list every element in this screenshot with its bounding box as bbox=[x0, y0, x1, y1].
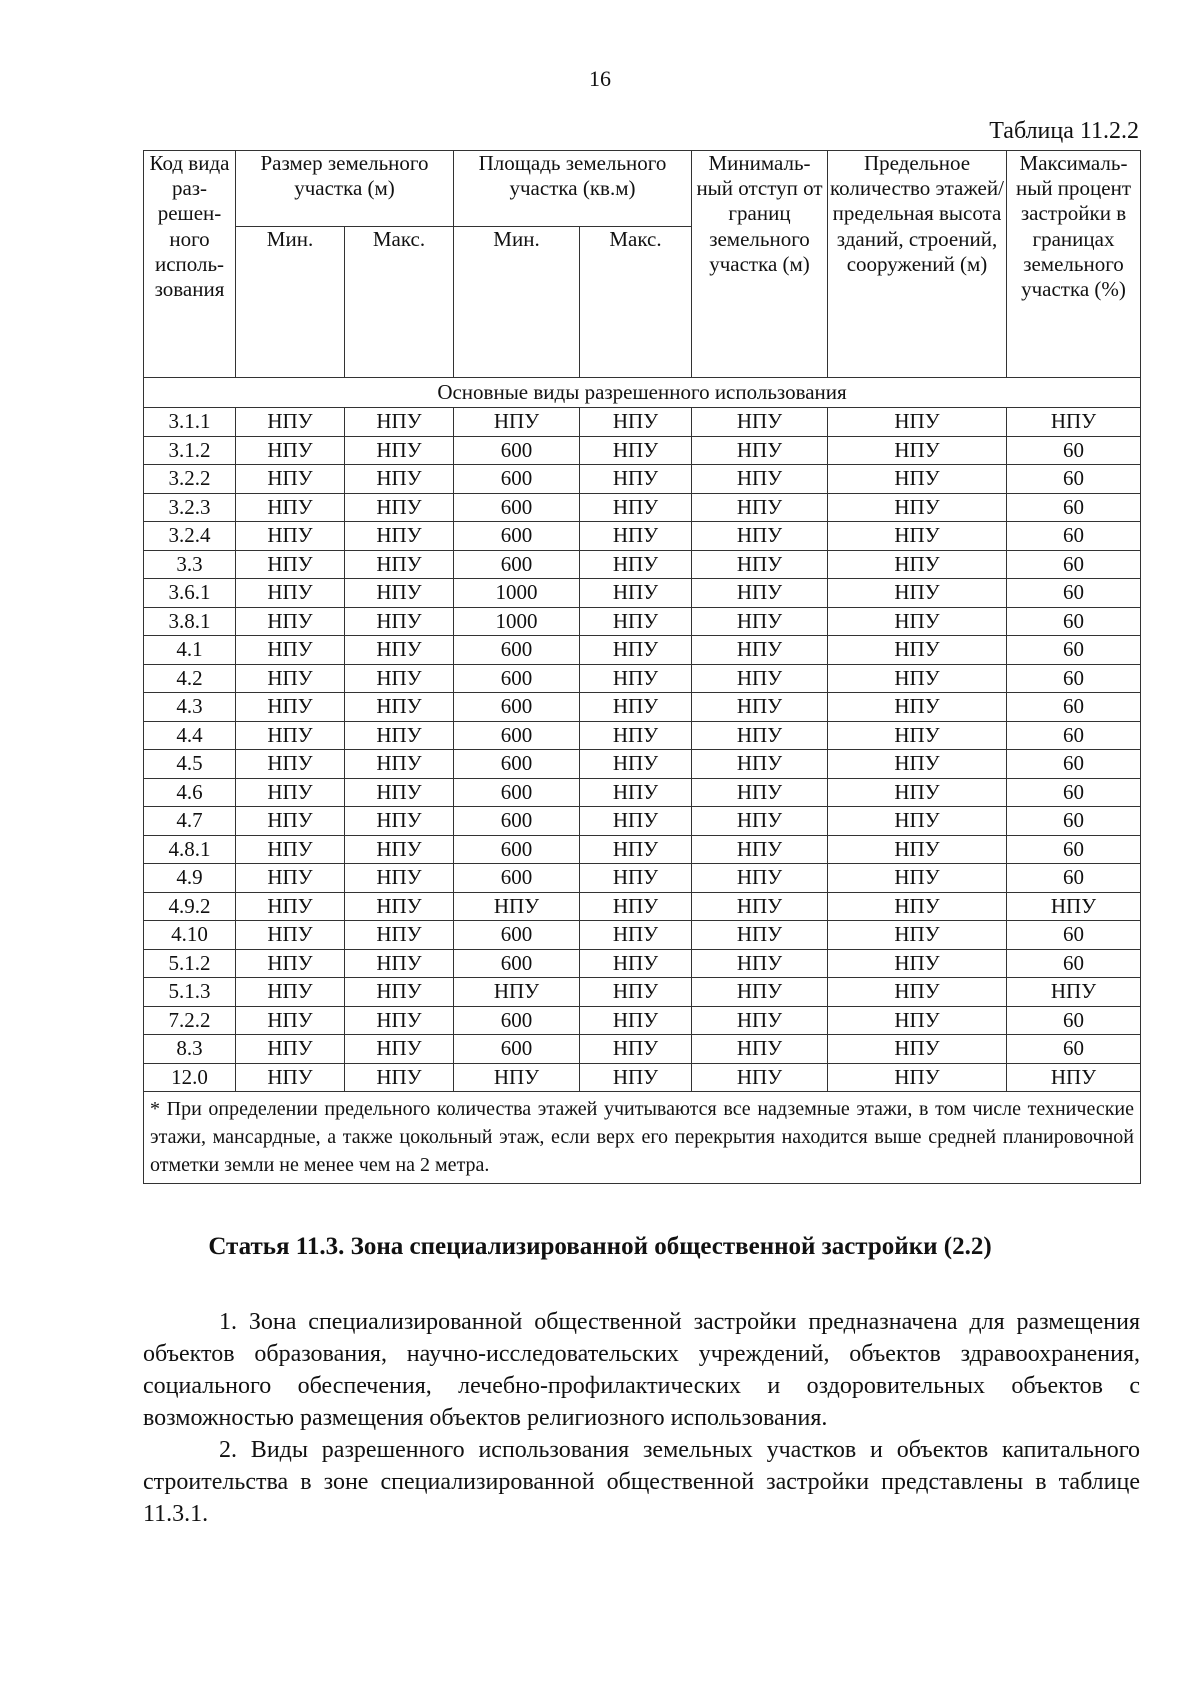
table-cell: НПУ bbox=[345, 636, 454, 665]
table-row bbox=[144, 721, 1141, 750]
table-cell: НПУ bbox=[692, 550, 828, 579]
table-row bbox=[144, 607, 1141, 636]
table-cell: 600 bbox=[454, 493, 580, 522]
table-cell: НПУ bbox=[236, 864, 345, 893]
table-row bbox=[144, 750, 1141, 779]
table-cell: 60 bbox=[1007, 921, 1141, 950]
table-cell: НПУ bbox=[580, 664, 692, 693]
table-cell: 60 bbox=[1007, 807, 1141, 836]
table-cell: НПУ bbox=[692, 436, 828, 465]
table-row bbox=[144, 1006, 1141, 1035]
table-cell: НПУ bbox=[236, 778, 345, 807]
row-code-cell: 4.6 bbox=[144, 778, 236, 807]
table-row bbox=[144, 636, 1141, 665]
table-cell: 60 bbox=[1007, 693, 1141, 722]
row-code-cell: 3.8.1 bbox=[144, 607, 236, 636]
table-cell: НПУ bbox=[580, 807, 692, 836]
table-cell: НПУ bbox=[580, 864, 692, 893]
table-row bbox=[144, 436, 1141, 465]
table-cell: НПУ bbox=[236, 636, 345, 665]
table-cell: НПУ bbox=[345, 778, 454, 807]
table-cell: НПУ bbox=[828, 892, 1007, 921]
table-cell: НПУ bbox=[828, 607, 1007, 636]
table-cell: НПУ bbox=[454, 1063, 580, 1092]
table-cell: 1000 bbox=[454, 607, 580, 636]
table-cell: НПУ bbox=[580, 892, 692, 921]
table-cell: 60 bbox=[1007, 750, 1141, 779]
table-cell: 60 bbox=[1007, 522, 1141, 551]
regulations-table bbox=[143, 150, 1141, 1184]
table-cell: НПУ bbox=[692, 721, 828, 750]
table-cell: 600 bbox=[454, 778, 580, 807]
table-cell: НПУ bbox=[345, 807, 454, 836]
table-cell: 60 bbox=[1007, 721, 1141, 750]
table-cell: 60 bbox=[1007, 864, 1141, 893]
header-plot-size: Размер земельного участка (м) bbox=[236, 151, 454, 227]
table-cell: НПУ bbox=[828, 835, 1007, 864]
table-cell: НПУ bbox=[692, 693, 828, 722]
table-cell: НПУ bbox=[345, 493, 454, 522]
table-cell: 60 bbox=[1007, 607, 1141, 636]
table-row bbox=[144, 522, 1141, 551]
table-cell: НПУ bbox=[828, 1035, 1007, 1064]
table-cell: 600 bbox=[454, 522, 580, 551]
table-cell: НПУ bbox=[692, 892, 828, 921]
table-cell: НПУ bbox=[828, 807, 1007, 836]
row-code-cell: 4.2 bbox=[144, 664, 236, 693]
table-cell: 60 bbox=[1007, 465, 1141, 494]
table-row bbox=[144, 921, 1141, 950]
row-code-cell: 3.6.1 bbox=[144, 579, 236, 608]
table-cell: НПУ bbox=[580, 750, 692, 779]
table-cell: 600 bbox=[454, 693, 580, 722]
table-cell: НПУ bbox=[692, 408, 828, 437]
table-cell: НПУ bbox=[692, 579, 828, 608]
table-row bbox=[144, 664, 1141, 693]
table-cell: НПУ bbox=[345, 436, 454, 465]
article-paragraph: 1. Зона специализированной общественной застройки предназначена для размещения объектов образования, научно-исследовательских учреждений, объектов здравоохранения, социального обеспечения, лечебно-профилактических и оздоровительных объектов с возможностью размещения объектов религиозного использования. bbox=[143, 1309, 1140, 1431]
table-cell: НПУ bbox=[236, 835, 345, 864]
table-cell: 600 bbox=[454, 921, 580, 950]
table-cell: НПУ bbox=[580, 436, 692, 465]
table-cell: 600 bbox=[454, 1035, 580, 1064]
table-cell: НПУ bbox=[236, 750, 345, 779]
table-cell: НПУ bbox=[580, 1063, 692, 1092]
table-cell: НПУ bbox=[692, 1035, 828, 1064]
row-code-cell: 4.9.2 bbox=[144, 892, 236, 921]
table-cell: 60 bbox=[1007, 579, 1141, 608]
table-row bbox=[144, 778, 1141, 807]
table-row bbox=[144, 465, 1141, 494]
header-code: Код вида раз-решен-ного исполь-зования bbox=[144, 151, 236, 378]
table-cell: НПУ bbox=[345, 1035, 454, 1064]
table-cell: 60 bbox=[1007, 636, 1141, 665]
table-cell: НПУ bbox=[828, 408, 1007, 437]
table-cell: НПУ bbox=[580, 949, 692, 978]
table-cell: 60 bbox=[1007, 436, 1141, 465]
table-cell: НПУ bbox=[580, 607, 692, 636]
table-cell: НПУ bbox=[345, 607, 454, 636]
table-cell: НПУ bbox=[1007, 892, 1141, 921]
row-code-cell: 4.5 bbox=[144, 750, 236, 779]
table-cell: НПУ bbox=[692, 921, 828, 950]
table-cell: НПУ bbox=[345, 892, 454, 921]
table-cell: НПУ bbox=[692, 864, 828, 893]
table-cell: НПУ bbox=[580, 636, 692, 665]
table-cell: НПУ bbox=[580, 978, 692, 1007]
header-max-floors: Предельное количество этажей/ предельная высота зданий, строений, сооружений (м) bbox=[828, 151, 1007, 378]
table-cell: НПУ bbox=[345, 522, 454, 551]
table-cell: 600 bbox=[454, 864, 580, 893]
table-cell: НПУ bbox=[692, 465, 828, 494]
table-cell: НПУ bbox=[828, 1006, 1007, 1035]
table-cell: НПУ bbox=[236, 1035, 345, 1064]
row-code-cell: 3.2.3 bbox=[144, 493, 236, 522]
table-cell: НПУ bbox=[236, 807, 345, 836]
table-cell: НПУ bbox=[236, 1063, 345, 1092]
table-cell: НПУ bbox=[345, 978, 454, 1007]
table-cell: 60 bbox=[1007, 778, 1141, 807]
table-cell: НПУ bbox=[828, 721, 1007, 750]
table-cell: НПУ bbox=[828, 436, 1007, 465]
table-caption: Таблица 11.2.2 bbox=[989, 118, 1139, 144]
header-plot-area: Площадь земельного участка (кв.м) bbox=[454, 151, 692, 227]
table-row bbox=[144, 835, 1141, 864]
table-cell: НПУ bbox=[580, 550, 692, 579]
table-cell: НПУ bbox=[236, 664, 345, 693]
table-cell: НПУ bbox=[345, 835, 454, 864]
table-row bbox=[144, 892, 1141, 921]
table-cell: НПУ bbox=[580, 1006, 692, 1035]
table-cell: 600 bbox=[454, 664, 580, 693]
row-code-cell: 4.9 bbox=[144, 864, 236, 893]
table-cell: НПУ bbox=[828, 693, 1007, 722]
table-cell: НПУ bbox=[580, 1035, 692, 1064]
table-cell: НПУ bbox=[580, 522, 692, 551]
table-footnote: * При определении предельного количества этажей учитываются все надземные этажи, в том числе технические этажи, мансардные, а также цокольный этаж, если верх его перекрытия находится выше средней планировочной отметки земли не менее чем на 2 метра. bbox=[144, 1092, 1141, 1184]
table-cell: НПУ bbox=[345, 550, 454, 579]
row-code-cell: 12.0 bbox=[144, 1063, 236, 1092]
table-cell: НПУ bbox=[692, 778, 828, 807]
row-code-cell: 3.2.2 bbox=[144, 465, 236, 494]
table-cell: НПУ bbox=[345, 949, 454, 978]
table-cell: НПУ bbox=[236, 921, 345, 950]
table-cell: 600 bbox=[454, 721, 580, 750]
table-row bbox=[144, 579, 1141, 608]
table-cell: НПУ bbox=[1007, 1063, 1141, 1092]
table-cell: НПУ bbox=[236, 579, 345, 608]
table-row bbox=[144, 693, 1141, 722]
table-cell: НПУ bbox=[236, 408, 345, 437]
row-code-cell: 5.1.3 bbox=[144, 978, 236, 1007]
table-cell: НПУ bbox=[828, 579, 1007, 608]
table-cell: НПУ bbox=[236, 522, 345, 551]
table-cell: НПУ bbox=[692, 807, 828, 836]
table-cell: 600 bbox=[454, 550, 580, 579]
table-cell: 600 bbox=[454, 835, 580, 864]
header-area-max: Макс. bbox=[580, 227, 692, 378]
table-cell: НПУ bbox=[345, 921, 454, 950]
row-code-cell: 3.1.2 bbox=[144, 436, 236, 465]
table-cell: НПУ bbox=[580, 408, 692, 437]
table-cell: 600 bbox=[454, 465, 580, 494]
table-row bbox=[144, 1035, 1141, 1064]
table-cell: НПУ bbox=[580, 921, 692, 950]
table-cell: НПУ bbox=[828, 750, 1007, 779]
table-cell: НПУ bbox=[828, 550, 1007, 579]
table-cell: НПУ bbox=[828, 778, 1007, 807]
header-max-percent: Максималь-ный процент застройки в границах земельного участка (%) bbox=[1007, 151, 1141, 378]
table-cell: НПУ bbox=[236, 465, 345, 494]
table-cell: НПУ bbox=[580, 721, 692, 750]
table-cell: 60 bbox=[1007, 949, 1141, 978]
table-cell: НПУ bbox=[828, 465, 1007, 494]
page-number: 16 bbox=[589, 66, 611, 91]
table-cell: НПУ bbox=[345, 750, 454, 779]
table-cell: НПУ bbox=[692, 978, 828, 1007]
table-cell: НПУ bbox=[828, 664, 1007, 693]
table-cell: НПУ bbox=[828, 522, 1007, 551]
table-cell: НПУ bbox=[1007, 978, 1141, 1007]
article-heading: Статья 11.3. Зона специализированной общественной застройки (2.2) bbox=[208, 1233, 992, 1260]
table-cell: НПУ bbox=[345, 408, 454, 437]
table-cell: НПУ bbox=[345, 693, 454, 722]
table-cell: НПУ bbox=[580, 778, 692, 807]
article-body bbox=[143, 1306, 1140, 1530]
table-cell: 60 bbox=[1007, 664, 1141, 693]
table-cell: НПУ bbox=[692, 1063, 828, 1092]
table-cell: НПУ bbox=[692, 493, 828, 522]
table-cell: НПУ bbox=[580, 693, 692, 722]
table-cell: 60 bbox=[1007, 1035, 1141, 1064]
table-cell: НПУ bbox=[345, 579, 454, 608]
table-cell: НПУ bbox=[580, 465, 692, 494]
table-cell: НПУ bbox=[236, 978, 345, 1007]
table-row bbox=[144, 949, 1141, 978]
row-code-cell: 4.3 bbox=[144, 693, 236, 722]
table-cell: НПУ bbox=[454, 408, 580, 437]
row-code-cell: 7.2.2 bbox=[144, 1006, 236, 1035]
table-cell: 600 bbox=[454, 750, 580, 779]
row-code-cell: 4.4 bbox=[144, 721, 236, 750]
table-cell: НПУ bbox=[828, 1063, 1007, 1092]
table-cell: НПУ bbox=[454, 892, 580, 921]
table-row bbox=[144, 807, 1141, 836]
table-cell: НПУ bbox=[236, 436, 345, 465]
table-cell: НПУ bbox=[828, 636, 1007, 665]
table-cell: НПУ bbox=[236, 493, 345, 522]
table-row bbox=[144, 408, 1141, 437]
row-code-cell: 8.3 bbox=[144, 1035, 236, 1064]
header-size-max: Макс. bbox=[345, 227, 454, 378]
table-cell: НПУ bbox=[692, 636, 828, 665]
table-cell: НПУ bbox=[345, 1063, 454, 1092]
table-cell: 60 bbox=[1007, 835, 1141, 864]
table-cell: НПУ bbox=[236, 949, 345, 978]
table-cell: НПУ bbox=[692, 522, 828, 551]
table-cell: НПУ bbox=[580, 493, 692, 522]
table-cell: НПУ bbox=[828, 493, 1007, 522]
table-cell: НПУ bbox=[454, 978, 580, 1007]
table-cell: НПУ bbox=[236, 892, 345, 921]
table-cell: НПУ bbox=[692, 1006, 828, 1035]
table-cell: НПУ bbox=[236, 607, 345, 636]
table-cell: НПУ bbox=[236, 550, 345, 579]
row-code-cell: 4.10 bbox=[144, 921, 236, 950]
table-cell: НПУ bbox=[580, 579, 692, 608]
table-cell: 600 bbox=[454, 949, 580, 978]
table-cell: НПУ bbox=[236, 721, 345, 750]
row-code-cell: 4.1 bbox=[144, 636, 236, 665]
table-cell: 600 bbox=[454, 807, 580, 836]
table-cell: НПУ bbox=[345, 1006, 454, 1035]
table-cell: НПУ bbox=[345, 721, 454, 750]
header-size-min: Мин. bbox=[236, 227, 345, 378]
table-cell: НПУ bbox=[345, 664, 454, 693]
row-code-cell: 3.3 bbox=[144, 550, 236, 579]
table-row bbox=[144, 1063, 1141, 1092]
table-cell: НПУ bbox=[580, 835, 692, 864]
row-code-cell: 3.1.1 bbox=[144, 408, 236, 437]
table-row bbox=[144, 978, 1141, 1007]
table-cell: НПУ bbox=[828, 978, 1007, 1007]
table-cell: НПУ bbox=[345, 864, 454, 893]
table-cell: НПУ bbox=[828, 864, 1007, 893]
table-cell: 60 bbox=[1007, 550, 1141, 579]
row-code-cell: 4.7 bbox=[144, 807, 236, 836]
table-cell: 1000 bbox=[454, 579, 580, 608]
row-code-cell: 4.8.1 bbox=[144, 835, 236, 864]
table-row bbox=[144, 864, 1141, 893]
row-code-cell: 5.1.2 bbox=[144, 949, 236, 978]
table-cell: 600 bbox=[454, 436, 580, 465]
table-cell: НПУ bbox=[236, 1006, 345, 1035]
header-min-setback: Минималь-ный отступ от границ земельного участка (м) bbox=[692, 151, 828, 378]
table-cell: НПУ bbox=[345, 465, 454, 494]
table-row bbox=[144, 550, 1141, 579]
table-cell: НПУ bbox=[692, 664, 828, 693]
table-cell: НПУ bbox=[692, 607, 828, 636]
table-row bbox=[144, 493, 1141, 522]
table-cell: 60 bbox=[1007, 493, 1141, 522]
table-cell: НПУ bbox=[692, 750, 828, 779]
table-cell: НПУ bbox=[828, 921, 1007, 950]
row-code-cell: 3.2.4 bbox=[144, 522, 236, 551]
table-cell: НПУ bbox=[692, 949, 828, 978]
table-cell: НПУ bbox=[236, 693, 345, 722]
table-cell: НПУ bbox=[1007, 408, 1141, 437]
table-cell: 600 bbox=[454, 636, 580, 665]
table-cell: НПУ bbox=[828, 949, 1007, 978]
table-cell: 60 bbox=[1007, 1006, 1141, 1035]
table-cell: 600 bbox=[454, 1006, 580, 1035]
section-title: Основные виды разрешенного использования bbox=[144, 378, 1141, 408]
article-paragraph: 2. Виды разрешенного использования земельных участков и объектов капитального строительства в зоне специализированной общественной застройки представлены в таблице 11.3.1. bbox=[143, 1437, 1140, 1527]
table-cell: НПУ bbox=[692, 835, 828, 864]
header-area-min: Мин. bbox=[454, 227, 580, 378]
